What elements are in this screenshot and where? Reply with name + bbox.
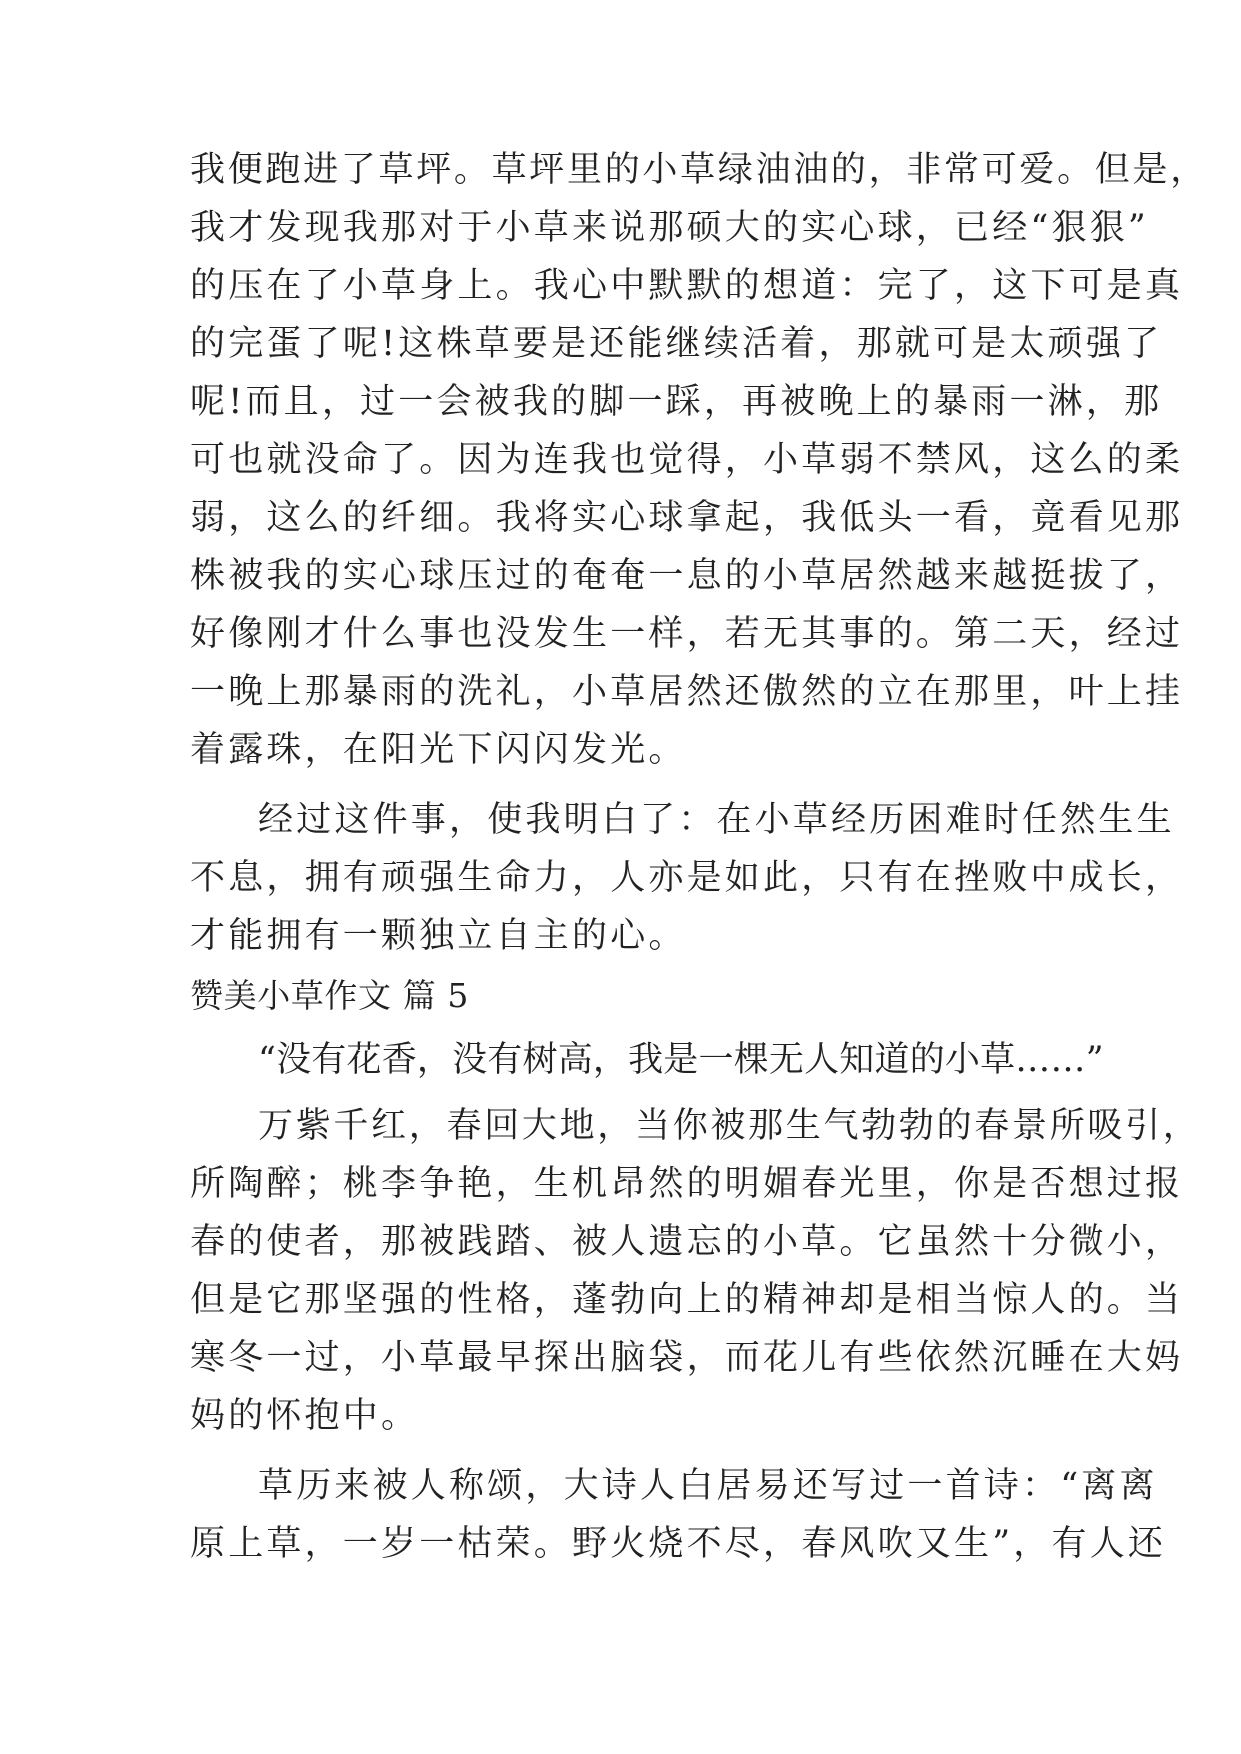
paragraph-line: 株被我的实心球压过的奄奄一息的小草居然越来越挺拔了，	[190, 556, 1184, 596]
paragraph-line: 春的使者，那被践踏、被人遗忘的小草。它虽然十分微小，	[190, 1222, 1184, 1262]
section-heading: 赞美小草作文 篇 5	[190, 976, 469, 1015]
paragraph-line: 但是它那坚强的性格，蓬勃向上的精神却是相当惊人的。当	[190, 1280, 1184, 1320]
paragraph-line: 不息，拥有顽强生命力，人亦是如此，只有在挫败中成长，	[190, 858, 1184, 898]
paragraph-line: 弱，这么的纤细。我将实心球拿起，我低头一看，竟看见那	[190, 498, 1184, 538]
paragraph-line: 一晚上那暴雨的洗礼，小草居然还傲然的立在那里，叶上挂	[190, 672, 1184, 712]
paragraph-line: 的完蛋了呢!这株草要是还能继续活着，那就可是太顽强了	[190, 324, 1163, 364]
paragraph-line: 才能拥有一颗独立自主的心。	[190, 916, 687, 956]
paragraph-line: 我才发现我那对于小草来说那硕大的实心球，已经“狠狠”	[190, 208, 1149, 248]
paragraph-line: 好像刚才什么事也没发生一样，若无其事的。第二天，经过	[190, 614, 1184, 654]
paragraph-line: 可也就没命了。因为连我也觉得，小草弱不禁风，这么的柔	[190, 440, 1184, 480]
paragraph-line: 的压在了小草身上。我心中默默的想道：完了，这下可是真	[190, 266, 1184, 306]
paragraph-line: 妈的怀抱中。	[190, 1396, 420, 1436]
paragraph-line: 我便跑进了草坪。草坪里的小草绿油油的，非常可爱。但是，	[190, 150, 1208, 190]
paragraph-line: 经过这件事，使我明白了：在小草经历困难时任然生生	[258, 800, 1175, 840]
paragraph-line: 呢!而且，过一会被我的脚一踩，再被晚上的暴雨一淋，那	[190, 382, 1163, 422]
paragraph-line: 着露珠，在阳光下闪闪发光。	[190, 730, 687, 770]
paragraph-line: 所陶醉；桃李争艳，生机昂然的明媚春光里，你是否想过报	[190, 1164, 1184, 1204]
paragraph-line: 寒冬一过，小草最早探出脑袋，而花儿有些依然沉睡在大妈	[190, 1338, 1184, 1378]
paragraph-line: 万紫千红，春回大地，当你被那生气勃勃的春景所吸引，	[258, 1106, 1201, 1146]
paragraph-line: 草历来被人称颂，大诗人白居易还写过一首诗：“离离	[258, 1466, 1158, 1506]
paragraph-line: 原上草，一岁一枯荣。野火烧不尽，春风吹又生”，有人还	[190, 1524, 1167, 1564]
quote-line: “没有花香，没有树高，我是一棵无人知道的小草……”	[258, 1040, 1104, 1080]
